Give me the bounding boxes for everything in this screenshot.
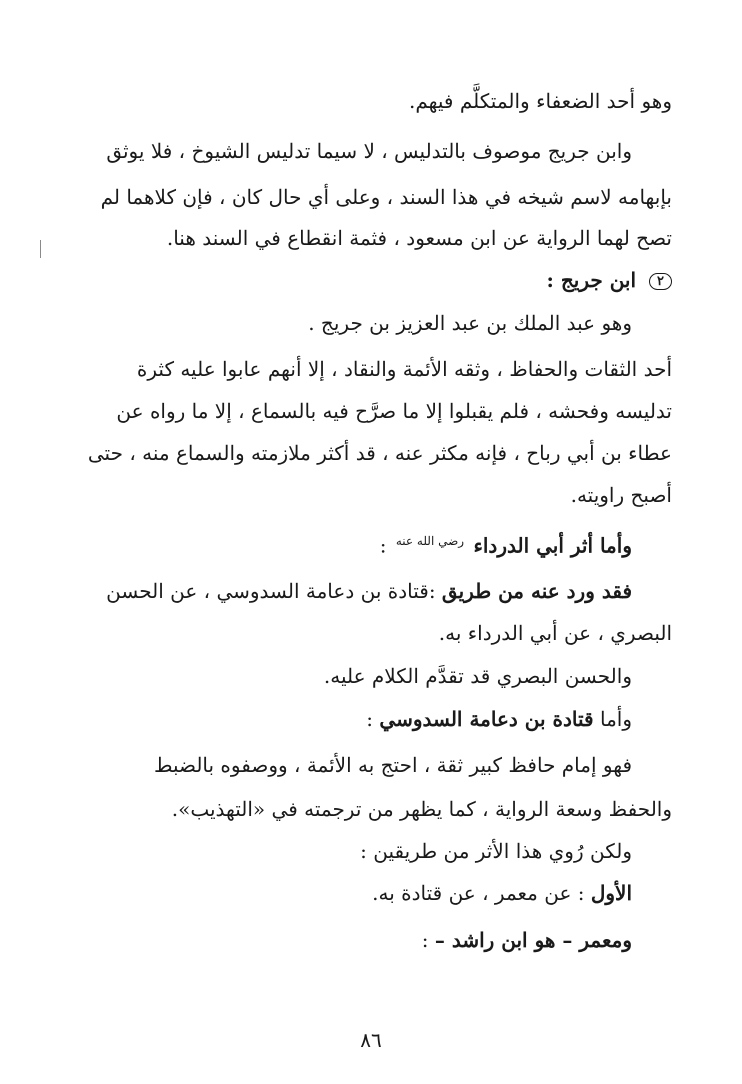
text-line [101,182,672,212]
section-heading [366,704,632,734]
margin-mark [40,240,41,258]
honorific-glyph: رضي الله عنه [395,534,465,548]
line-text: تدليسه وفحشه ، فلم يقبلوا إلا ما صرَّح فيه بالسماع ، إلا ما رواه عن [116,399,672,423]
text-line [106,576,632,606]
text-line [137,354,672,384]
line-text: أصبح راويته. [570,483,672,507]
section-number-badge: ٢ [649,273,672,290]
line-text: عطاء بن أبي رباح ، فإنه مكثر عنه ، قد أكثر ملازمته والسماع منه ، حتى [87,441,672,465]
line-text: أحد الثقات والحفاظ ، وثقه الأئمة والنقاد ، إلا أنهم عابوا عليه كثرة [136,357,672,381]
line-text: تصح لهما الرواية عن ابن مسعود ، فثمة انقطاع في السند هنا. [166,226,672,250]
line-text: فهو إمام حافظ كبير ثقة ، احتج به الأئمة ، ووصفوه بالضبط [153,753,632,777]
page-number: ٨٦ [360,1028,382,1052]
line-text: : [421,928,429,952]
text-line [439,618,672,648]
heading-colon: : [379,533,387,558]
line-bold-text: ومعمر – هو ابن راشد – [434,928,632,952]
line-text: والحسن البصري قد تقدَّم الكلام عليه. [323,664,632,688]
line-text: وأما [599,707,632,731]
line-text: بإبهامه لاسم شيخه في هذا السند ، وعلى أي حال كان ، فإن كلاهما لم [100,185,672,209]
line-bold-text: فقد ورد عنه من طريق [441,579,632,603]
line-bold-text: الأول [590,881,632,905]
text-line [88,438,672,468]
text-line [172,794,672,824]
heading-text: ابن جريج : [546,268,637,292]
text-line [116,396,672,426]
line-text: وهو أحد الضعفاء والمتكلَّم فيهم. [408,89,672,113]
text-line [422,925,632,955]
text-line [106,136,632,166]
heading-text: وأما أثر أبي الدرداء [473,533,632,558]
heading-colon: : [366,707,374,731]
line-text: وهو عبد الملك بن عبد العزيز بن جريج . [308,311,632,335]
text-line [571,480,672,510]
heading-text: قتادة بن دعامة السدوسي [379,707,594,731]
text-line [167,223,672,253]
text-line [372,878,632,908]
section-heading [380,526,632,556]
line-text: ولكن رُوي هذا الأثر من طريقين : [360,839,632,863]
line-text: والحفظ وسعة الرواية ، كما يظهر من ترجمته في «التهذيب». [171,797,672,821]
text-line [308,308,632,338]
line-text: وابن جريج موصوف بالتدليس ، لا سيما تدليس الشيوخ ، فلا يوثق [106,139,632,163]
line-text: البصري ، عن أبي الدرداء به. [438,621,672,645]
line-text: :قتادة بن دعامة السدوسي ، عن الحسن [106,579,436,603]
line-text: : عن معمر ، عن قتادة به. [372,881,585,905]
section-heading [547,265,672,295]
text-line [360,836,632,866]
text-line [154,750,632,780]
text-line [409,86,672,116]
text-line [324,661,632,691]
